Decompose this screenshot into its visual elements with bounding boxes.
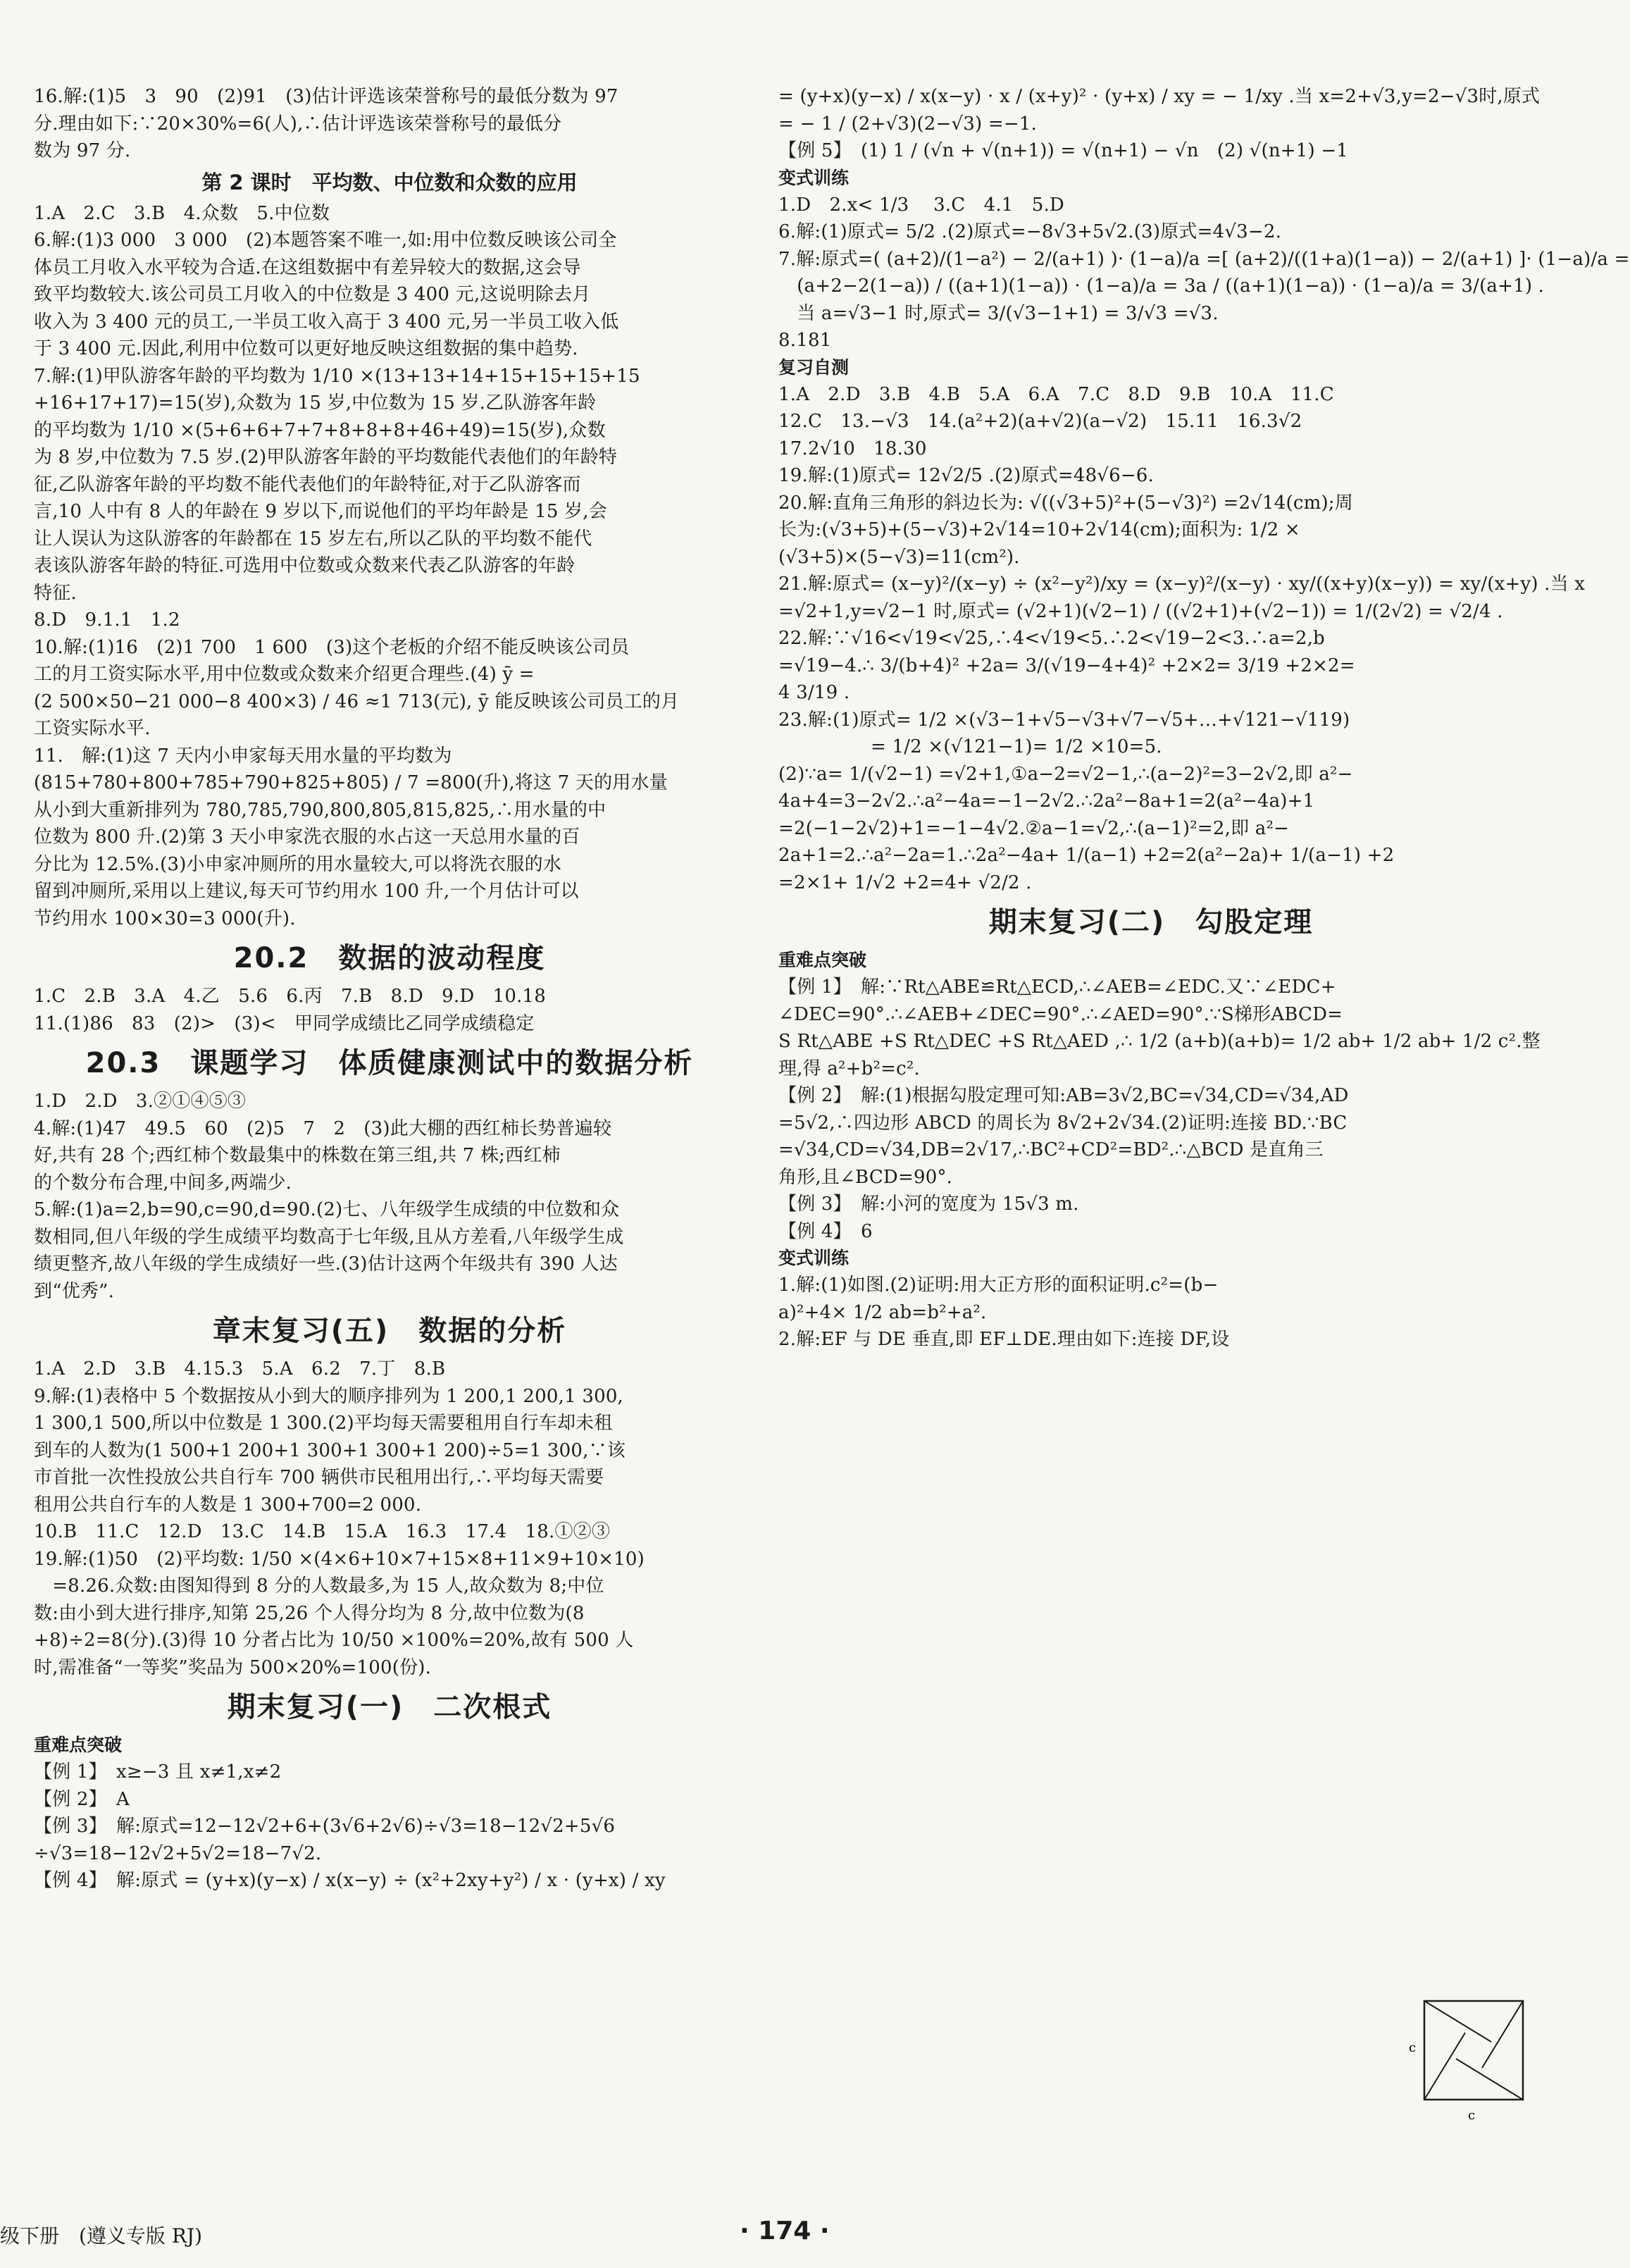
answer-line: 4 3/19 .	[778, 682, 850, 703]
answer-line: 理,得 a²+b²=c².	[778, 1058, 920, 1079]
answer-line: 数为 97 分.	[34, 140, 131, 161]
answer-line: a)²+4× 1/2 ab=b²+a².	[778, 1301, 987, 1323]
answer-line: (2 500×50−21 000−8 400×3) / 46 ≈1 713(元), ȳ 能反映该公司员工的月	[34, 690, 680, 712]
answer-line: 17.2√10 18.30	[778, 438, 927, 459]
answer-line: 21.解:原式= (x−y)²/(x−y) ÷ (x²−y²)/xy = (x−y)²/(x−y) · xy/((x+y)(x−y)) = xy/(x+y) .当 x	[778, 574, 1586, 595]
lesson-heading: 第 2 课时 平均数、中位数和众数的应用	[201, 170, 578, 194]
answer-line: 6.解:(1)3 000 3 000 (2)本题答案不唯一,如:用中位数反映该公司全	[34, 230, 617, 251]
answer-line: 分比为 12.5%.(3)小申家冲厕所的用水量较大,可以将洗衣服的水	[34, 853, 562, 875]
answer-line: 8.181	[778, 330, 832, 351]
answer-line: 【例 2】 解:(1)根据勾股定理可知:AB=3√2,BC=√34,CD=√34,AD	[778, 1085, 1349, 1106]
answer-line: 【例 4】 6	[778, 1220, 873, 1242]
answer-line: 【例 3】 解:原式=12−12√2+6+(3√6+2√6)÷√3=18−12√2+5√6	[34, 1816, 616, 1837]
answer-line: 征,乙队游客年龄的平均数不能代表他们的年龄特征,对于乙队游客而	[34, 473, 581, 495]
right-column	[778, 83, 1630, 1353]
answer-line: +16+17+17)=15(岁),众数为 15 岁,中位数为 15 岁.乙队游客年龄	[34, 392, 597, 414]
answer-line: 工资实际水平.	[34, 718, 151, 739]
answer-line: 7.解:(1)甲队游客年龄的平均数为 1/10 ×(13+13+14+15+15+15+15	[34, 365, 640, 387]
answer-line: 2a+1=2.∴a²−2a=1.∴2a²−4a+ 1/(a−1) +2=2(a²−2a)+ 1/(a−1) +2	[778, 845, 1395, 866]
answer-line: 租用公共自行车的人数是 1 300+700=2 000.	[34, 1494, 422, 1516]
answer-line: = (y+x)(y−x) / x(x−y) · x / (x+y)² · (y+x) / xy = − 1/xy .当 x=2+√3,y=2−√3时,原式	[778, 86, 1541, 107]
answer-line: 7.解:原式=( (a+2)/(1−a²) − 2/(a+1) )· (1−a)/a =[ (a+2)/((1+a)(1−a)) − 2/(a+1) ]· (1−a)/a =	[778, 248, 1630, 270]
section-heading: 期末复习(一) 二次根式	[227, 1691, 552, 1723]
answer-line: 的个数分布合理,中间多,两端少.	[34, 1172, 292, 1194]
answer-line: 【例 1】 x≥−3 且 x≠1,x≠2	[34, 1761, 282, 1783]
answer-line: 16.解:(1)5 3 90 (2)91 (3)估计评选该荣誉称号的最低分数为 97	[34, 86, 618, 107]
answer-line: S Rt△ABE +S Rt△DEC +S Rt△AED ,∴ 1/2 (a+b)(a+b)= 1/2 ab+ 1/2 ab+ 1/2 c².整	[778, 1031, 1541, 1052]
answer-line: 【例 2】 A	[34, 1788, 130, 1810]
answer-line: 【例 1】 解:∵Rt△ABE≌Rt△ECD,∴∠AEB=∠EDC.又∵∠EDC+	[778, 977, 1336, 998]
answer-line: =2×1+ 1/√2 +2=4+ √2/2 .	[778, 872, 1032, 893]
answer-line: (815+780+800+785+790+825+805) / 7 =800(升),将这 7 天的用水量	[34, 772, 668, 793]
answer-line: 留到冲厕所,采用以上建议,每天可节约用水 100 升,一个月估计可以	[34, 881, 579, 902]
answer-line: 让人误认为这队游客的年龄都在 15 岁左右,所以乙队的平均数不能代	[34, 528, 592, 550]
answer-line: 9.解:(1)表格中 5 个数据按从小到大的顺序排列为 1 200,1 200,1 300,	[34, 1385, 624, 1407]
answer-line: 到车的人数为(1 500+1 200+1 300+1 300+1 200)÷5=1 300,∵该	[34, 1439, 626, 1461]
section-heading: 章末复习(五) 数据的分析	[212, 1315, 567, 1347]
answer-line: =√34,CD=√34,DB=2√17,∴BC²+CD²=BD².∴△BCD 是直角三	[778, 1139, 1324, 1160]
subsection-heading: 重难点突破	[778, 950, 867, 970]
answer-line: 19.解:(1)50 (2)平均数: 1/50 ×(4×6+10×7+15×8+11×9+10×10)	[34, 1548, 645, 1570]
answer-line: =√2+1,y=√2−1 时,原式= (√2+1)(√2−1) / ((√2+1)+(√2−1)) = 1/(2√2) = √2/4 .	[778, 600, 1503, 622]
answer-line: 特征.	[34, 582, 77, 604]
answer-line: ÷√3=18−12√2+5√2=18−7√2.	[34, 1842, 322, 1864]
answer-line: 1.D 2.D 3.②①④⑤③	[34, 1091, 247, 1112]
page-number: · 174 ·	[740, 2217, 830, 2245]
answer-line: 19.解:(1)原式= 12√2/5 .(2)原式=48√6−6.	[778, 465, 1155, 486]
section-heading: 期末复习(二) 勾股定理	[988, 906, 1314, 938]
answer-line: 长为:(√3+5)+(5−√3)+2√14=10+2√14(cm);面积为: 1/2 ×	[778, 519, 1300, 540]
answer-line: 于 3 400 元.因此,利用中位数可以更好地反映这组数据的集中趋势.	[34, 338, 578, 359]
answer-line: 20.解:直角三角形的斜边长为: √((√3+5)²+(5−√3)²) =2√14(cm);周	[778, 492, 1353, 514]
answer-line: 当 a=√3−1 时,原式= 3/(√3−1+1) = 3/√3 =√3.	[778, 302, 1219, 324]
answer-line: (a+2−2(1−a)) / ((a+1)(1−a)) · (1−a)/a = 3a / ((a+1)(1−a)) · (1−a)/a = 3/(a+1) .	[778, 275, 1545, 297]
answer-line: 11. 解:(1)这 7 天内小申家每天用水量的平均数为	[34, 745, 452, 767]
answer-line: 1.A 2.D 3.B 4.15.3 5.A 6.2 7.丁 8.B	[34, 1358, 446, 1380]
answer-line: =2(−1−2√2)+1=−1−4√2.②a−1=√2,∴(a−1)²=2,即 a²−	[778, 817, 1290, 839]
answer-line: 到“优秀”.	[34, 1280, 115, 1302]
answer-line: 11.(1)86 83 (2)> (3)< 甲同学成绩比乙同学成绩稳定	[34, 1012, 535, 1034]
answer-line: = − 1 / (2+√3)(2−√3) =−1.	[778, 113, 1038, 135]
answer-line: 1.C 2.B 3.A 4.乙 5.6 6.丙 7.B 8.D 9.D 10.18	[34, 986, 547, 1007]
answer-line: 6.解:(1)原式= 5/2 .(2)原式=−8√3+5√2.(3)原式=4√3−2.	[778, 221, 1282, 242]
answer-line: 4.解:(1)47 49.5 60 (2)5 7 2 (3)此大棚的西红柿长势普遍较	[34, 1117, 612, 1139]
answer-line: =8.26.众数:由图知得到 8 分的人数最多,为 15 人,故众数为 8;中位	[34, 1575, 604, 1597]
figure-label-bottom: c	[1468, 2108, 1476, 2123]
left-column	[34, 83, 745, 1895]
answer-line: 数相同,但八年级的学生成绩平均数高于七年级,且从方差看,八年级学生成	[34, 1226, 624, 1248]
answer-line: 节约用水 100×30=3 000(升).	[34, 907, 296, 929]
answer-line: 10.B 11.C 12.D 13.C 14.B 15.A 16.3 17.4 18.①②③	[34, 1521, 611, 1542]
section-heading: 20.3 课题学习 体质健康测试中的数据分析	[85, 1047, 694, 1079]
subsection-heading: 变式训练	[778, 1248, 850, 1268]
answer-line: 角形,且∠BCD=90°.	[778, 1166, 953, 1188]
answer-line: = 1/2 ×(√121−1)= 1/2 ×10=5.	[778, 736, 1162, 757]
answer-line: ∠DEC=90°.∴∠AEB+∠DEC=90°.∴∠AED=90°.∵S梯形ABCD=	[778, 1003, 1343, 1025]
answer-line: 为 8 岁,中位数为 7.5 岁.(2)甲队游客年龄的平均数能代表他们的年龄特	[34, 447, 618, 468]
answer-line: 绩更整齐,故八年级的学生成绩好一些.(3)估计这两个年级共有 390 人达	[34, 1253, 618, 1275]
answer-line: 22.解:∵√16<√19<√25,∴4<√19<5.∴2<√19−2<3.∴a=2,b	[778, 628, 1325, 649]
answer-line: 1.A 2.D 3.B 4.B 5.A 6.A 7.C 8.D 9.B 10.A 11.C	[778, 383, 1334, 405]
answer-line: 致平均数较大.该公司员工月收入的中位数是 3 400 元,这说明除去月	[34, 284, 591, 305]
answer-line: 数:由小到大进行排序,知第 25,26 个人得分均为 8 分,故中位数为(8	[34, 1602, 585, 1624]
answer-line: 市首批一次性投放公共自行车 700 辆供市民租用出行,∴平均每天需要	[34, 1467, 604, 1488]
answer-line: 位数为 800 升.(2)第 3 天小申家洗衣服的水占这一天总用水量的百	[34, 826, 580, 848]
answer-line: 12.C 13.−√3 14.(a²+2)(a+√2)(a−√2) 15.11 16.3√2	[778, 411, 1302, 432]
answer-line: 的平均数为 1/10 ×(5+6+6+7+7+8+8+8+46+49)=15(岁),众数	[34, 419, 606, 441]
answer-line: +8)÷2=8(分).(3)得 10 分者占比为 10/50 ×100%=20%,故有 500 人	[34, 1630, 634, 1651]
figure-label-side: c	[1409, 2040, 1417, 2055]
answer-line: 4a+4=3−2√2.∴a²−4a=−1−2√2.∴2a²−8a+1=2(a²−4a)+1	[778, 791, 1315, 812]
answer-line: 8.D 9.1.1 1.2	[34, 609, 180, 631]
answer-line: 收入为 3 400 元的员工,一半员工收入高于 3 400 元,另一半员工收入低	[34, 311, 619, 333]
answer-line: 从小到大重新排列为 780,785,790,800,805,815,825,∴用水量的中	[34, 799, 606, 821]
answer-line: 10.解:(1)16 (2)1 700 1 600 (3)这个老板的介绍不能反映该公司员	[34, 636, 630, 658]
pythagorean-square-figure	[1403, 1987, 1530, 2128]
subsection-heading: 复习自测	[778, 357, 850, 378]
answer-line: 【例 3】 解:小河的宽度为 15√3 m.	[778, 1194, 1079, 1215]
answer-line: 表该队游客年龄的特征.可选用中位数或众数来代表乙队游客的年龄	[34, 555, 576, 576]
answer-line: 2.解:EF 与 DE 垂直,即 EF⊥DE.理由如下:连接 DF,设	[778, 1329, 1230, 1350]
answer-line: 1 300,1 500,所以中位数是 1 300.(2)平均每天需要租用自行车却未租	[34, 1413, 613, 1434]
answer-line: 1.A 2.C 3.B 4.众数 5.中位数	[34, 202, 330, 224]
answer-line: (2)∵a= 1/(√2−1) =√2+1,①a−2=√2−1,∴(a−2)²=3−2√2,即 a²−	[778, 763, 1353, 785]
subsection-heading: 变式训练	[778, 167, 850, 188]
answer-line: 时,需准备“一等奖”奖品为 500×20%=100(份).	[34, 1656, 432, 1678]
answer-line: 5.解:(1)a=2,b=90,c=90,d=90.(2)七、八年级学生成绩的中位数和众	[34, 1199, 620, 1220]
answer-line: 1.D 2.x< 1/3 3.C 4.1 5.D	[778, 194, 1064, 216]
answer-line: 分.理由如下:∵20×30%=6(人),∴估计评选该荣誉称号的最低分	[34, 113, 562, 135]
answer-line: 好,共有 28 个;西红柿个数最集中的株数在第三组,共 7 株;西红柿	[34, 1145, 561, 1166]
answer-line: 1.解:(1)如图.(2)证明:用大正方形的面积证明.c²=(b−	[778, 1275, 1219, 1296]
answer-line: 工的月工资实际水平,用中位数或众数来介绍更合理些.(4) ȳ =	[34, 664, 535, 685]
answer-line: 体员工月收入水平较为合适.在这组数据中有差异较大的数据,这会导	[34, 256, 581, 278]
answer-line: 言,10 人中有 8 人的年龄在 9 岁以下,而说他们的平均年龄是 15 岁,会	[34, 501, 607, 522]
answer-line: 【例 5】 (1) 1 / (√n + √(n+1)) = √(n+1) − √n (2) √(n+1) −1	[778, 140, 1349, 161]
answer-line: 23.解:(1)原式= 1/2 ×(√3−1+√5−√3+√7−√5+…+√121−√119)	[778, 709, 1350, 731]
answer-line: =5√2,∴四边形 ABCD 的周长为 8√2+2√34.(2)证明:连接 BD.∵BC	[778, 1112, 1348, 1134]
answer-line: =√19−4.∴ 3/(b+4)² +2a= 3/(√19−4+4)² +2×2= 3/19 +2×2=	[778, 655, 1355, 676]
answer-line: (√3+5)×(5−√3)=11(cm²).	[778, 546, 1020, 568]
answer-line: 【例 4】 解:原式 = (y+x)(y−x) / x(x−y) ÷ (x²+2xy+y²) / x · (y+x) / xy	[34, 1870, 666, 1891]
section-heading: 20.2 数据的波动程度	[233, 942, 546, 974]
footer-book-label: 级下册 (遵义专版 RJ)	[0, 2224, 203, 2248]
subsection-heading: 重难点突破	[34, 1735, 123, 1755]
